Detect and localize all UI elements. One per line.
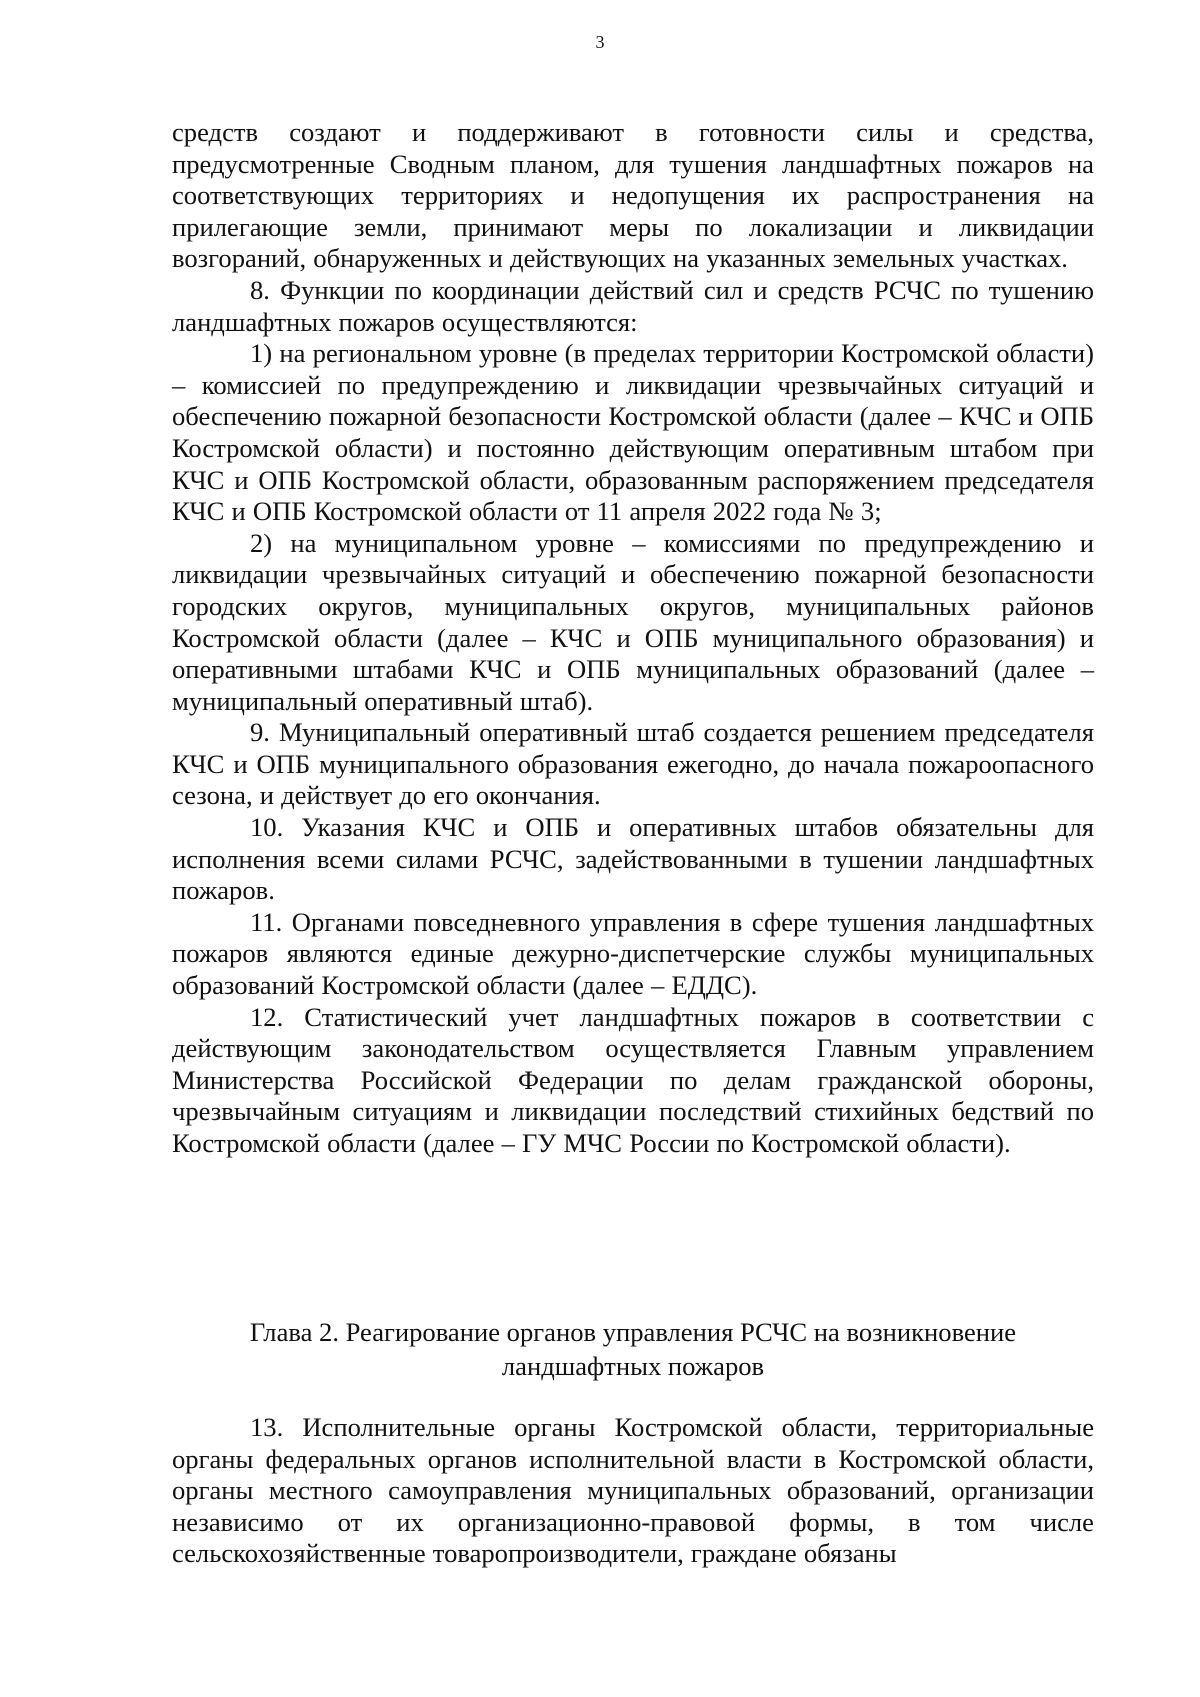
chapter-heading — [172, 1315, 1094, 1383]
paragraph-continuation: средств создают и поддерживают в готовности силы и средства, предусмотренные Сводным планом, для тушения ландшафтных пожаров на соответствующих территориях и недопущения их распространения на прилегающие земли, принимают меры по локализации и ликвидации возгораний, обнаруженных и действующих на указанных земельных участках. — [172, 117, 1094, 274]
paragraph-9: 9. Муниципальный оперативный штаб создается решением председателя КЧС и ОПБ муниципального образования ежегодно, до начала пожароопасного сезона, и действует до его окончания. — [172, 717, 1094, 811]
paragraph-8-item-2: 2) на муниципальном уровне – комиссиями по предупреждению и ликвидации чрезвычайных ситуаций и обеспечению пожарной безопасности городских округов, муниципальных округов, муниципальных районов Костромской области (далее – КЧС и ОПБ муниципального образования) и оперативными штабами КЧС и ОПБ муниципальных образований (далее – муниципальный оперативный штаб). — [172, 527, 1094, 716]
paragraph-12: 12. Статистический учет ландшафтных пожаров в соответствии с действующим законодательством осуществляется Главным управлением Министерства Российской Федерации по делам гражданской обороны, чрезвычайным ситуациям и ликвидации последствий стихийных бедствий по Костромской области (далее – ГУ МЧС России по Костромской области). — [172, 1001, 1094, 1158]
chapter-heading-line-2: ландшафтных пожаров — [501, 1351, 765, 1381]
paragraph-8-item-1: 1) на региональном уровне (в пределах территории Костромской области) – комиссией по предупреждению и ликвидации чрезвычайных ситуаций и обеспечению пожарной безопасности Костромской области (далее – КЧС и ОПБ Костромской области) и постоянно действующим оперативным штабом при КЧС и ОПБ Костромской области, образованным распоряжением председателя КЧС и ОПБ Костромской области от 11 апреля 2022 года № 3; — [172, 338, 1094, 527]
chapter-body-text — [172, 1412, 1094, 1570]
body-text — [172, 117, 1094, 1160]
paragraph-13: 13. Исполнительные органы Костромской области, территориальные органы федеральных органов исполнительной власти в Костромской области, органы местного самоуправления муниципальных образований, организации независимо от их организационно-правовой формы, в том числе сельскохозяйственные товаропроизводители, граждане обязаны — [172, 1412, 1094, 1569]
page-number: 3 — [595, 32, 605, 52]
chapter-heading-line-1: Глава 2. Реагирование органов управления РСЧС на возникновение — [249, 1317, 1017, 1347]
paragraph-10: 10. Указания КЧС и ОПБ и оперативных штабов обязательны для исполнения всеми силами РСЧС, задействованными в тушении ландшафтных пожаров. — [172, 812, 1094, 906]
paragraph-8: 8. Функции по координации действий сил и средств РСЧС по тушению ландшафтных пожаров осуществляются: — [172, 274, 1094, 337]
paragraph-11: 11. Органами повседневного управления в сфере тушения ландшафтных пожаров являются единые дежурно-диспетчерские службы муниципальных образований Костромской области (далее – ЕДДС). — [172, 906, 1094, 1001]
